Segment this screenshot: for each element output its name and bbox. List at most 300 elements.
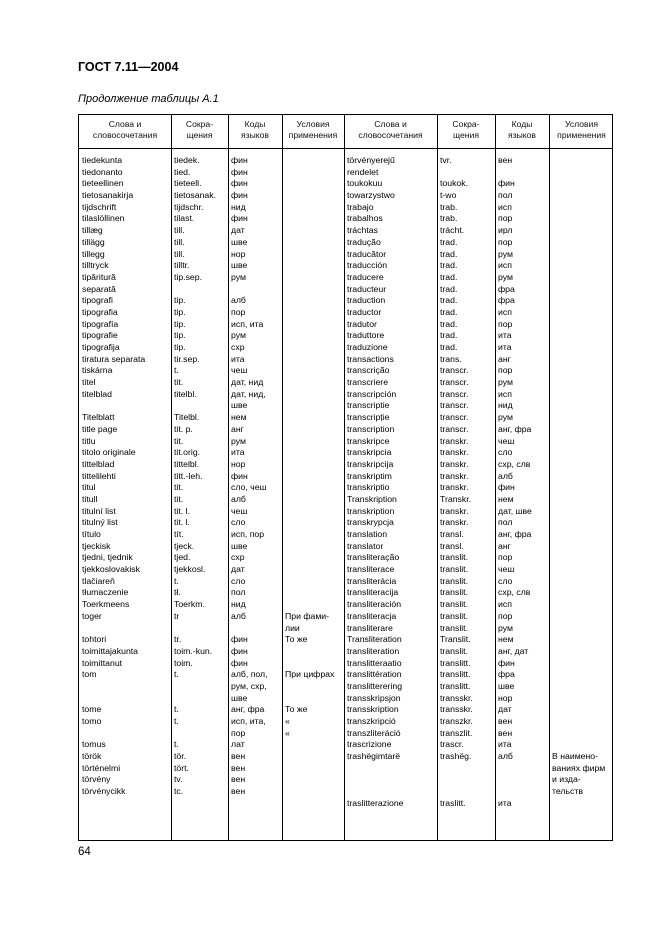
left-word-cell: tillegg xyxy=(82,248,105,259)
left-abbreviation-cell: toim. xyxy=(174,657,193,668)
left-abbreviation-cell: tjekkosl. xyxy=(174,564,206,575)
header-lang-left: Коды языков xyxy=(241,119,269,140)
left-language-code-cell: рум xyxy=(231,435,246,446)
right-abbreviation-cell: transkr. xyxy=(440,517,469,528)
right-abbreviation-cell: transzlit. xyxy=(440,727,473,738)
right-abbreviation-cell: trab. xyxy=(440,213,458,224)
right-language-code-cell: нем xyxy=(498,634,514,645)
right-word-cell: transliteración xyxy=(347,599,402,610)
right-language-code-cell: исп xyxy=(498,201,512,212)
right-word-cell: towarzystwo xyxy=(347,190,395,201)
right-word-cell: transcripción xyxy=(347,388,397,399)
left-language-code-cell: шве xyxy=(231,260,248,271)
right-abbreviation-cell: transskr. xyxy=(440,704,473,715)
left-abbreviation-cell: titt.-leh. xyxy=(174,470,203,481)
left-word-cell: toimittanut xyxy=(82,657,123,668)
table-row xyxy=(79,389,612,401)
right-word-cell: trashëgimtarë xyxy=(347,751,401,762)
right-abbreviation-cell: transcr. xyxy=(440,423,469,434)
table-row xyxy=(79,798,612,810)
right-word-cell: trascrizione xyxy=(347,739,392,750)
right-abbreviation-cell: toukok. xyxy=(440,178,469,189)
table-row xyxy=(79,354,612,366)
left-abbreviation-cell: tit. xyxy=(174,435,184,446)
right-word-cell: rendelet xyxy=(347,166,379,177)
right-language-code-cell: ита xyxy=(498,739,512,750)
right-language-code-cell: чеш xyxy=(498,435,515,446)
right-word-cell: transcriptie xyxy=(347,400,390,411)
left-abbreviation-cell: tip.sep. xyxy=(174,271,203,282)
left-abbreviation-cell: toim.-kun. xyxy=(174,645,213,656)
right-abbreviation-cell: transkr. xyxy=(440,458,469,469)
left-abbreviation-cell: till. xyxy=(174,236,185,247)
table-row xyxy=(79,482,612,494)
right-abbreviation-cell: translit. xyxy=(440,622,469,633)
right-word-cell: transkripcia xyxy=(347,447,392,458)
left-word-cell: tipografie xyxy=(82,330,118,341)
left-word-cell: tiskárna xyxy=(82,365,113,376)
right-language-code-cell: нор xyxy=(498,692,513,703)
left-word-cell: Toerkmeens xyxy=(82,599,130,610)
right-abbreviation-cell: Transkr. xyxy=(440,493,472,504)
left-language-code-cell: фин xyxy=(231,645,248,656)
right-word-cell: translitteraatio xyxy=(347,657,402,668)
right-abbreviation-cell: trab. xyxy=(440,201,458,212)
right-abbreviation-cell: trad. xyxy=(440,330,458,341)
right-abbreviation-cell: tvr. xyxy=(440,155,452,165)
right-abbreviation-cell: trans. xyxy=(440,353,462,364)
left-language-code-cell: дат, нид, xyxy=(231,388,266,399)
left-word-cell: tietosanakirja xyxy=(82,190,134,201)
right-language-code-cell: исп xyxy=(498,306,512,317)
left-word-cell: tlačiareň xyxy=(82,575,115,586)
table-row xyxy=(79,342,612,354)
page-number: 64 xyxy=(78,846,91,858)
right-abbreviation-cell: translitt. xyxy=(440,680,471,691)
left-word-cell: tjekkoslovakisk xyxy=(82,564,140,575)
left-abbreviation-cell: t. xyxy=(174,704,179,715)
left-word-cell: tiratura separata xyxy=(82,353,146,364)
left-abbreviation-cell: titelbl. xyxy=(174,388,197,399)
right-abbreviation-cell: transl. xyxy=(440,529,464,539)
right-language-code-cell: рум xyxy=(498,271,513,282)
table-row xyxy=(79,587,612,599)
left-abbreviation-cell: tip. xyxy=(174,330,186,341)
left-abbreviation-cell: tör. xyxy=(174,751,187,762)
right-language-code-cell: фин xyxy=(498,657,515,668)
right-word-cell: trabalhos xyxy=(347,213,383,224)
left-abbreviation-cell: tr. xyxy=(174,634,182,645)
left-language-code-cell: алб xyxy=(231,610,246,621)
right-word-cell: traduzione xyxy=(347,342,388,352)
left-abbreviation-cell: t. xyxy=(174,739,179,750)
right-language-code-cell: шве xyxy=(498,680,515,691)
right-abbreviation-cell: trad. xyxy=(440,260,458,271)
right-word-cell: transliterácia xyxy=(347,575,397,586)
table-row xyxy=(79,190,612,202)
right-abbreviation-cell: trad. xyxy=(440,248,458,259)
right-word-cell: translation xyxy=(347,529,388,539)
left-language-code-cell: ита xyxy=(231,447,245,458)
right-abbreviation-cell: t-wo xyxy=(440,190,457,201)
left-language-code-cell: пол xyxy=(231,587,246,598)
left-condition-cell: При фами- xyxy=(285,610,330,621)
table-row xyxy=(79,213,612,225)
left-word-cell: toger xyxy=(82,610,102,621)
left-condition-cell: То же xyxy=(285,634,308,645)
left-abbreviation-cell: Toerkm. xyxy=(174,599,205,610)
right-word-cell: tradutor xyxy=(347,318,377,329)
right-abbreviation-cell: translitt. xyxy=(440,657,471,668)
table-row xyxy=(79,728,612,740)
left-abbreviation-cell: tietosanak. xyxy=(174,190,217,201)
left-language-code-cell: шве xyxy=(231,540,248,551)
left-word-cell: titolo originale xyxy=(82,447,136,458)
right-word-cell: transkription xyxy=(347,505,395,516)
table-row xyxy=(79,751,612,763)
table-row xyxy=(79,447,612,459)
left-language-code-cell: сло xyxy=(231,575,246,586)
table-row xyxy=(79,739,612,751)
left-word-cell: tipografi xyxy=(82,295,113,306)
table-row xyxy=(79,716,612,728)
left-word-cell: título xyxy=(82,529,101,539)
left-word-cell: separată xyxy=(82,283,116,294)
header-lang-right: Коды языков xyxy=(508,119,536,140)
table-row xyxy=(79,681,612,693)
right-abbreviation-cell: translit. xyxy=(440,610,469,621)
right-language-code-cell: схр, слв xyxy=(498,458,531,469)
table-row xyxy=(79,646,612,658)
left-abbreviation-cell: tit. xyxy=(174,493,184,504)
right-abbreviation-cell: transkr. xyxy=(440,482,469,493)
left-word-cell: történelmi xyxy=(82,762,121,773)
left-abbreviation-cell: tjed. xyxy=(174,552,191,563)
left-abbreviation-cell: till. xyxy=(174,248,185,259)
left-word-cell: tome xyxy=(82,704,102,715)
left-language-code-cell: рум xyxy=(231,271,246,282)
left-word-cell: tipăritură xyxy=(82,271,116,282)
right-language-code-cell: вен xyxy=(498,155,513,165)
table-row xyxy=(79,506,612,518)
right-abbreviation-cell: transkr. xyxy=(440,447,469,458)
left-abbreviation-cell: tc. xyxy=(174,786,184,797)
left-abbreviation-cell: tieteell. xyxy=(174,178,202,189)
left-abbreviation-cell: tít. xyxy=(174,529,184,539)
right-language-code-cell: рум xyxy=(498,622,513,633)
right-abbreviation-cell: translitt. xyxy=(440,669,471,680)
right-word-cell: transkriptim xyxy=(347,470,392,481)
left-language-code-cell: дат xyxy=(231,225,245,236)
left-language-code-cell: вен xyxy=(231,786,246,797)
right-abbreviation-cell: transcr. xyxy=(440,365,469,376)
right-language-code-cell: рум xyxy=(498,248,513,259)
left-abbreviation-cell: tit. xyxy=(174,482,184,493)
left-language-code-cell: сло, чеш xyxy=(231,482,267,493)
right-word-cell: traducător xyxy=(347,248,387,259)
left-word-cell: tilaslöllinen xyxy=(82,213,125,224)
left-language-code-cell: нид xyxy=(231,201,246,212)
right-word-cell: transzkripció xyxy=(347,716,396,726)
left-abbreviation-cell: t. xyxy=(174,669,179,680)
right-condition-cell: и изда- xyxy=(552,774,581,785)
left-language-code-cell: шве xyxy=(231,236,248,247)
right-word-cell: transcrição xyxy=(347,365,390,376)
left-abbreviation-cell: tilast. xyxy=(174,213,195,224)
table-row xyxy=(79,564,612,576)
left-abbreviation-cell: t. xyxy=(174,716,179,726)
right-word-cell: traducere xyxy=(347,271,384,282)
right-language-code-cell: пор xyxy=(498,365,513,376)
right-abbreviation-cell: transkr. xyxy=(440,470,469,481)
table-row xyxy=(79,552,612,564)
table-row xyxy=(79,307,612,319)
right-abbreviation-cell: trad. xyxy=(440,342,458,352)
left-abbreviation-cell: tip. xyxy=(174,342,186,352)
right-word-cell: transcripție xyxy=(347,412,390,423)
right-language-code-cell: пор xyxy=(498,236,513,247)
right-language-code-cell: фра xyxy=(498,283,515,294)
left-language-code-cell: шве xyxy=(231,692,248,703)
right-word-cell: transskripsjon xyxy=(347,692,401,703)
right-abbreviation-cell: transl. xyxy=(440,540,464,551)
table-row xyxy=(79,786,612,798)
table-row xyxy=(79,377,612,389)
table-row xyxy=(79,284,612,296)
right-word-cell: toukokuu xyxy=(347,178,383,189)
right-abbreviation-cell: translit. xyxy=(440,599,469,610)
right-word-cell: tráchtas xyxy=(347,225,378,236)
table-row xyxy=(79,225,612,237)
left-language-code-cell: нем xyxy=(231,412,247,423)
left-language-code-cell: вен xyxy=(231,762,246,773)
left-condition-cell: « xyxy=(285,727,290,738)
left-word-cell: török xyxy=(82,751,102,762)
right-abbreviation-cell: trácht. xyxy=(440,225,465,236)
right-language-code-cell: ита xyxy=(498,330,512,341)
table-row xyxy=(79,400,612,412)
right-abbreviation-cell: translit. xyxy=(440,587,469,598)
right-abbreviation-cell: trashëg. xyxy=(440,751,472,762)
right-language-code-cell: фин xyxy=(498,178,515,189)
table-row xyxy=(79,330,612,342)
left-abbreviation-cell: tł. xyxy=(174,587,181,598)
left-condition-cell: При цифрах xyxy=(285,669,335,680)
left-abbreviation-cell: tört. xyxy=(174,762,189,773)
right-condition-cell: тельств xyxy=(552,786,583,797)
left-language-code-cell: схр xyxy=(231,342,245,352)
left-language-code-cell: фин xyxy=(231,190,248,201)
right-language-code-cell: рум xyxy=(498,412,513,423)
abbreviation-table xyxy=(78,114,613,841)
left-language-code-cell: схр xyxy=(231,552,245,563)
table-caption: Продолжение таблицы А.1 xyxy=(78,93,219,105)
left-language-code-cell: фин xyxy=(231,634,248,645)
left-language-code-cell: анг, фра xyxy=(231,704,265,715)
header-abbr-right: Сокра- щения xyxy=(452,119,480,140)
left-word-cell: tipografija xyxy=(82,342,120,352)
right-language-code-cell: фра xyxy=(498,669,515,680)
left-abbreviation-cell: tittelbl. xyxy=(174,458,200,469)
right-language-code-cell: анг, фра xyxy=(498,529,532,539)
right-word-cell: traduction xyxy=(347,295,386,306)
left-language-code-cell: фин xyxy=(231,657,248,668)
left-language-code-cell: рум, схр, xyxy=(231,680,267,691)
left-abbreviation-cell: tied. xyxy=(174,166,191,177)
left-abbreviation-cell: tiedek. xyxy=(174,155,200,165)
right-abbreviation-cell: transkr. xyxy=(440,435,469,446)
left-abbreviation-cell: t. xyxy=(174,365,179,376)
right-word-cell: transkripce xyxy=(347,435,390,446)
table-row xyxy=(79,459,612,471)
right-abbreviation-cell: traslitt. xyxy=(440,797,466,808)
left-abbreviation-cell: tit.orig. xyxy=(174,447,201,458)
right-language-code-cell: анг xyxy=(498,540,511,551)
left-language-code-cell: исп, ита xyxy=(231,318,264,329)
left-language-code-cell: нид xyxy=(231,599,246,610)
left-word-cell: titulní list xyxy=(82,505,116,516)
left-language-code-cell: чеш xyxy=(231,505,248,516)
table-row xyxy=(79,412,612,424)
left-language-code-cell: ита xyxy=(231,353,245,364)
left-word-cell: tittelilehti xyxy=(82,470,116,481)
left-word-cell: Titelblatt xyxy=(82,412,115,423)
right-language-code-cell: исп xyxy=(498,599,512,610)
left-word-cell: tjeckisk xyxy=(82,540,111,551)
right-language-code-cell: алб xyxy=(498,470,513,481)
right-word-cell: Transliteration xyxy=(347,634,402,645)
right-language-code-cell: чеш xyxy=(498,564,515,575)
right-language-code-cell: вен xyxy=(498,727,513,738)
table-row xyxy=(79,634,612,646)
table-row xyxy=(79,319,612,331)
right-language-code-cell: исп xyxy=(498,260,512,271)
table-row xyxy=(79,704,612,716)
left-word-cell: tomus xyxy=(82,739,106,750)
table-row xyxy=(79,494,612,506)
right-language-code-cell: вен xyxy=(498,716,513,726)
right-word-cell: Transkription xyxy=(347,493,397,504)
right-language-code-cell: ита xyxy=(498,797,512,808)
left-word-cell: tipografia xyxy=(82,306,118,317)
right-word-cell: transskription xyxy=(347,704,399,715)
left-word-cell: törvénycikk xyxy=(82,786,126,797)
left-language-code-cell: сло xyxy=(231,517,246,528)
right-abbreviation-cell: Translit. xyxy=(440,634,471,645)
right-language-code-cell: нем xyxy=(498,493,514,504)
left-word-cell: title page xyxy=(82,423,118,434)
table-row xyxy=(79,599,612,611)
right-language-code-cell: фин xyxy=(498,482,515,493)
right-language-code-cell: пор xyxy=(498,552,513,563)
left-abbreviation-cell: tr xyxy=(174,610,180,621)
left-word-cell: tohtori xyxy=(82,634,107,645)
table-row xyxy=(79,669,612,681)
right-abbreviation-cell: transcr. xyxy=(440,388,469,399)
left-abbreviation-cell: tit. l. xyxy=(174,505,190,516)
right-language-code-cell: схр, слв xyxy=(498,587,531,598)
right-word-cell: transliteration xyxy=(347,645,400,656)
right-abbreviation-cell: translit. xyxy=(440,575,469,586)
right-word-cell: translittération xyxy=(347,669,402,680)
right-language-code-cell: пол xyxy=(498,517,513,528)
table-row xyxy=(79,774,612,786)
header-words-left: Слова и словосочетания xyxy=(92,119,158,140)
right-abbreviation-cell: translit. xyxy=(440,645,469,656)
right-word-cell: transzliteráció xyxy=(347,727,401,738)
right-word-cell: transliteração xyxy=(347,552,400,563)
table-row xyxy=(79,167,612,179)
right-condition-cell: ваниях фирм xyxy=(552,762,606,773)
right-condition-cell: В наимено- xyxy=(552,751,599,762)
table-row xyxy=(79,436,612,448)
left-language-code-cell: вен xyxy=(231,774,246,785)
table-row xyxy=(79,178,612,190)
right-word-cell: törvényerejű xyxy=(347,155,395,165)
right-language-code-cell: алб xyxy=(498,751,513,762)
right-abbreviation-cell: trad. xyxy=(440,295,458,306)
left-language-code-cell: алб, пол, xyxy=(231,669,268,680)
table-row xyxy=(79,249,612,261)
right-abbreviation-cell: trad. xyxy=(440,236,458,247)
table-row xyxy=(79,693,612,705)
right-word-cell: transkriptio xyxy=(347,482,390,493)
left-abbreviation-cell: tip. xyxy=(174,318,186,329)
right-language-code-cell: нид xyxy=(498,400,513,411)
left-language-code-cell: фин xyxy=(231,213,248,224)
right-language-code-cell: дат, шве xyxy=(498,505,532,516)
right-word-cell: transliterare xyxy=(347,622,393,633)
right-word-cell: traducteur xyxy=(347,283,387,294)
left-language-code-cell: алб xyxy=(231,493,246,504)
left-word-cell: tieteellinen xyxy=(82,178,124,189)
table-row xyxy=(79,295,612,307)
right-abbreviation-cell: trad. xyxy=(440,271,458,282)
header-cond-left: Условия применения xyxy=(288,119,338,140)
header-abbr-left: Сокра- щения xyxy=(185,119,214,140)
left-abbreviation-cell: till. xyxy=(174,225,185,236)
right-word-cell: traducción xyxy=(347,260,388,271)
left-condition-cell: То же xyxy=(285,704,308,715)
right-language-code-cell: анг, фра xyxy=(498,423,532,434)
right-word-cell: translator xyxy=(347,540,384,551)
header-cond-right: Условия применения xyxy=(557,119,606,140)
right-language-code-cell: пор xyxy=(498,318,513,329)
left-word-cell: tijdschrift xyxy=(82,201,117,212)
right-word-cell: translitterering xyxy=(347,680,403,691)
table-row xyxy=(79,260,612,272)
document-title: ГОСТ 7.11—2004 xyxy=(78,60,179,74)
left-language-code-cell: фин xyxy=(231,178,248,189)
table-row xyxy=(79,623,612,635)
right-word-cell: transliteracija xyxy=(347,587,399,598)
left-abbreviation-cell: tip. xyxy=(174,295,186,306)
table-row xyxy=(79,611,612,623)
right-word-cell: transkrypcja xyxy=(347,517,394,528)
left-language-code-cell: шве xyxy=(231,400,248,411)
table-row xyxy=(79,365,612,377)
left-word-cell: toimittajakunta xyxy=(82,645,139,656)
left-language-code-cell: рум xyxy=(231,330,246,341)
table-row xyxy=(79,529,612,541)
left-abbreviation-cell: tit. p. xyxy=(174,423,193,434)
left-word-cell: titull xyxy=(82,493,98,504)
left-condition-cell: лии xyxy=(285,622,300,633)
right-abbreviation-cell: transskr. xyxy=(440,692,473,703)
table-body xyxy=(79,155,612,810)
right-word-cell: traslitterazione xyxy=(347,797,404,808)
table-row xyxy=(79,471,612,483)
